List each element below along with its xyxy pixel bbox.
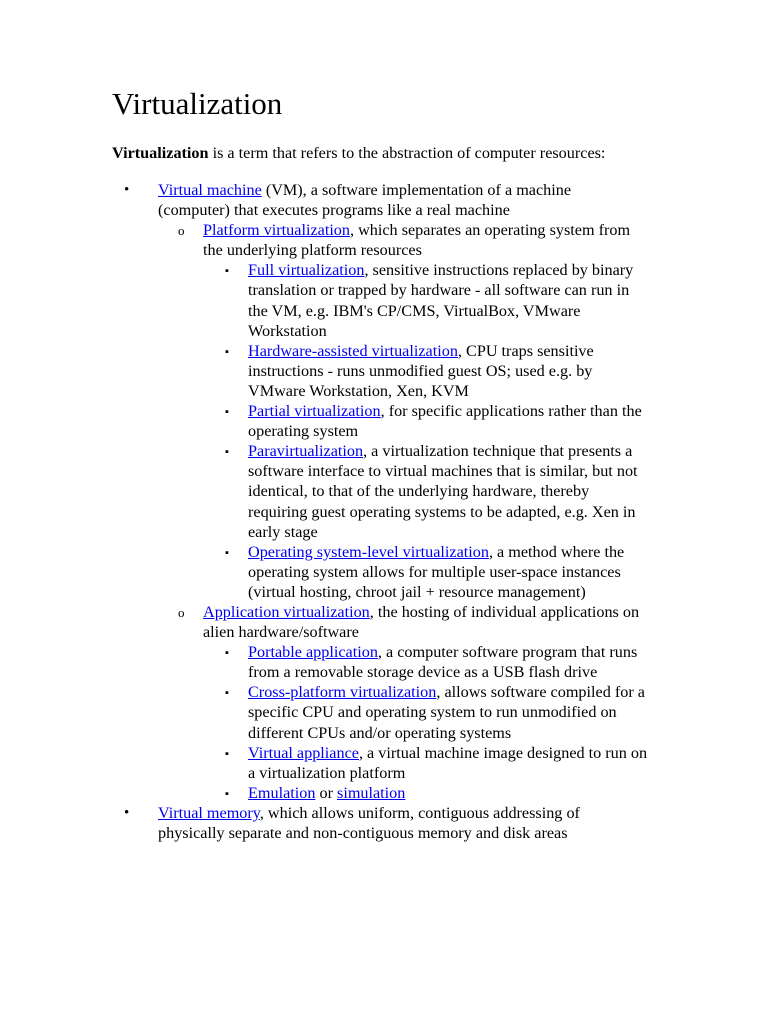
square-bullet-icon: ▪	[225, 747, 229, 760]
link-platform-virtualization[interactable]: Platform virtualization	[203, 221, 350, 240]
item-text: , a virtualization technique that presents a software interface to virtual machines that is similar, but not identical, to that of the underlying hardware, thereby requiring guest operating systems to be adapted, e.g. Xen in early stage	[248, 442, 638, 541]
square-bullet-icon: ▪	[225, 647, 229, 660]
list-item-application-virtualization	[178, 602, 663, 642]
list-item-emulation	[225, 783, 648, 803]
item-text: , a virtual machine image designed to run on a virtualization platform	[248, 743, 648, 782]
link-virtual-machine[interactable]: Virtual machine	[158, 181, 262, 199]
item-text: , allows software compiled for a specific CPU and operating system to run unmodified on different CPUs and/or operating systems	[248, 683, 645, 742]
link-hardware-assisted-virtualization[interactable]: Hardware-assisted virtualization	[248, 341, 458, 360]
item-text: , which separates an operating system from the underlying platform resources	[203, 221, 631, 260]
link-portable-application[interactable]: Portable application	[248, 643, 378, 662]
disc-bullet-icon: •	[124, 182, 130, 198]
square-bullet-icon: ▪	[225, 446, 229, 459]
item-text: , which allows uniform, contiguous addressing of physically separate and non-contiguous memory and disk areas	[158, 803, 580, 842]
link-simulation[interactable]: simulation	[337, 783, 406, 802]
item-text: , CPU traps sensitive instructions - runs unmodified guest OS; used e.g. by VMware Workstation, Xen, KVM	[248, 341, 594, 400]
list-item-virtual-appliance	[225, 743, 648, 783]
item-text: (VM), a software implementation of a machine (computer) that executes programs like a real machine	[158, 181, 572, 220]
list-item-partial-virtualization	[225, 401, 648, 441]
link-partial-virtualization[interactable]: Partial virtualization	[248, 402, 381, 421]
item-text: , sensitive instructions replaced by binary translation or trapped by hardware - all software can run in the VM, e.g. IBM's CP/CMS, VirtualBox, VMware Workstation	[248, 261, 634, 340]
circle-bullet-icon: o	[178, 223, 185, 239]
list-item-paravirtualization	[225, 441, 648, 541]
square-bullet-icon: ▪	[225, 787, 229, 800]
link-application-virtualization[interactable]: Application virtualization	[203, 602, 370, 621]
topic-list	[0, 180, 768, 843]
square-bullet-icon: ▪	[225, 265, 229, 278]
link-full-virtualization[interactable]: Full virtualization	[248, 261, 365, 280]
square-bullet-icon: ▪	[225, 406, 229, 419]
item-text: , a method where the operating system allows for multiple user-space instances (virtual hosting, chroot jail + resource management)	[248, 542, 625, 601]
intro-text: is a term that refers to the abstraction of computer resources:	[208, 144, 606, 162]
intro-paragraph	[112, 143, 732, 163]
list-item-virtual-machine	[124, 180, 634, 220]
list-item-hardware-assisted-virtualization	[225, 341, 648, 401]
link-cross-platform-virtualization[interactable]: Cross-platform virtualization	[248, 683, 437, 702]
link-virtual-memory[interactable]: Virtual memory	[158, 803, 260, 822]
item-connector: or	[315, 783, 338, 802]
list-item-portable-application	[225, 642, 648, 682]
square-bullet-icon: ▪	[225, 345, 229, 358]
square-bullet-icon: ▪	[225, 546, 229, 559]
link-os-level-virtualization[interactable]: Operating system-level virtualization	[248, 542, 489, 561]
circle-bullet-icon: o	[178, 604, 185, 620]
page-title: Virtualization	[112, 86, 283, 121]
list-item-virtual-memory	[124, 803, 636, 843]
square-bullet-icon: ▪	[225, 687, 229, 700]
item-text: , the hosting of individual applications on alien hardware/software	[203, 602, 640, 642]
disc-bullet-icon: •	[124, 804, 130, 821]
item-text: , a computer software program that runs from a removable storage device as a USB flash drive	[248, 643, 638, 682]
list-item-os-level-virtualization	[225, 542, 648, 602]
list-item-platform-virtualization	[178, 220, 649, 260]
list-item-cross-platform-virtualization	[225, 682, 648, 742]
link-emulation[interactable]: Emulation	[248, 783, 316, 802]
list-item-full-virtualization	[225, 260, 648, 340]
link-paravirtualization[interactable]: Paravirtualization	[248, 442, 364, 461]
item-text: , for specific applications rather than the operating system	[248, 402, 642, 441]
link-virtual-appliance[interactable]: Virtual appliance	[248, 743, 359, 762]
intro-term: Virtualization	[112, 144, 209, 162]
